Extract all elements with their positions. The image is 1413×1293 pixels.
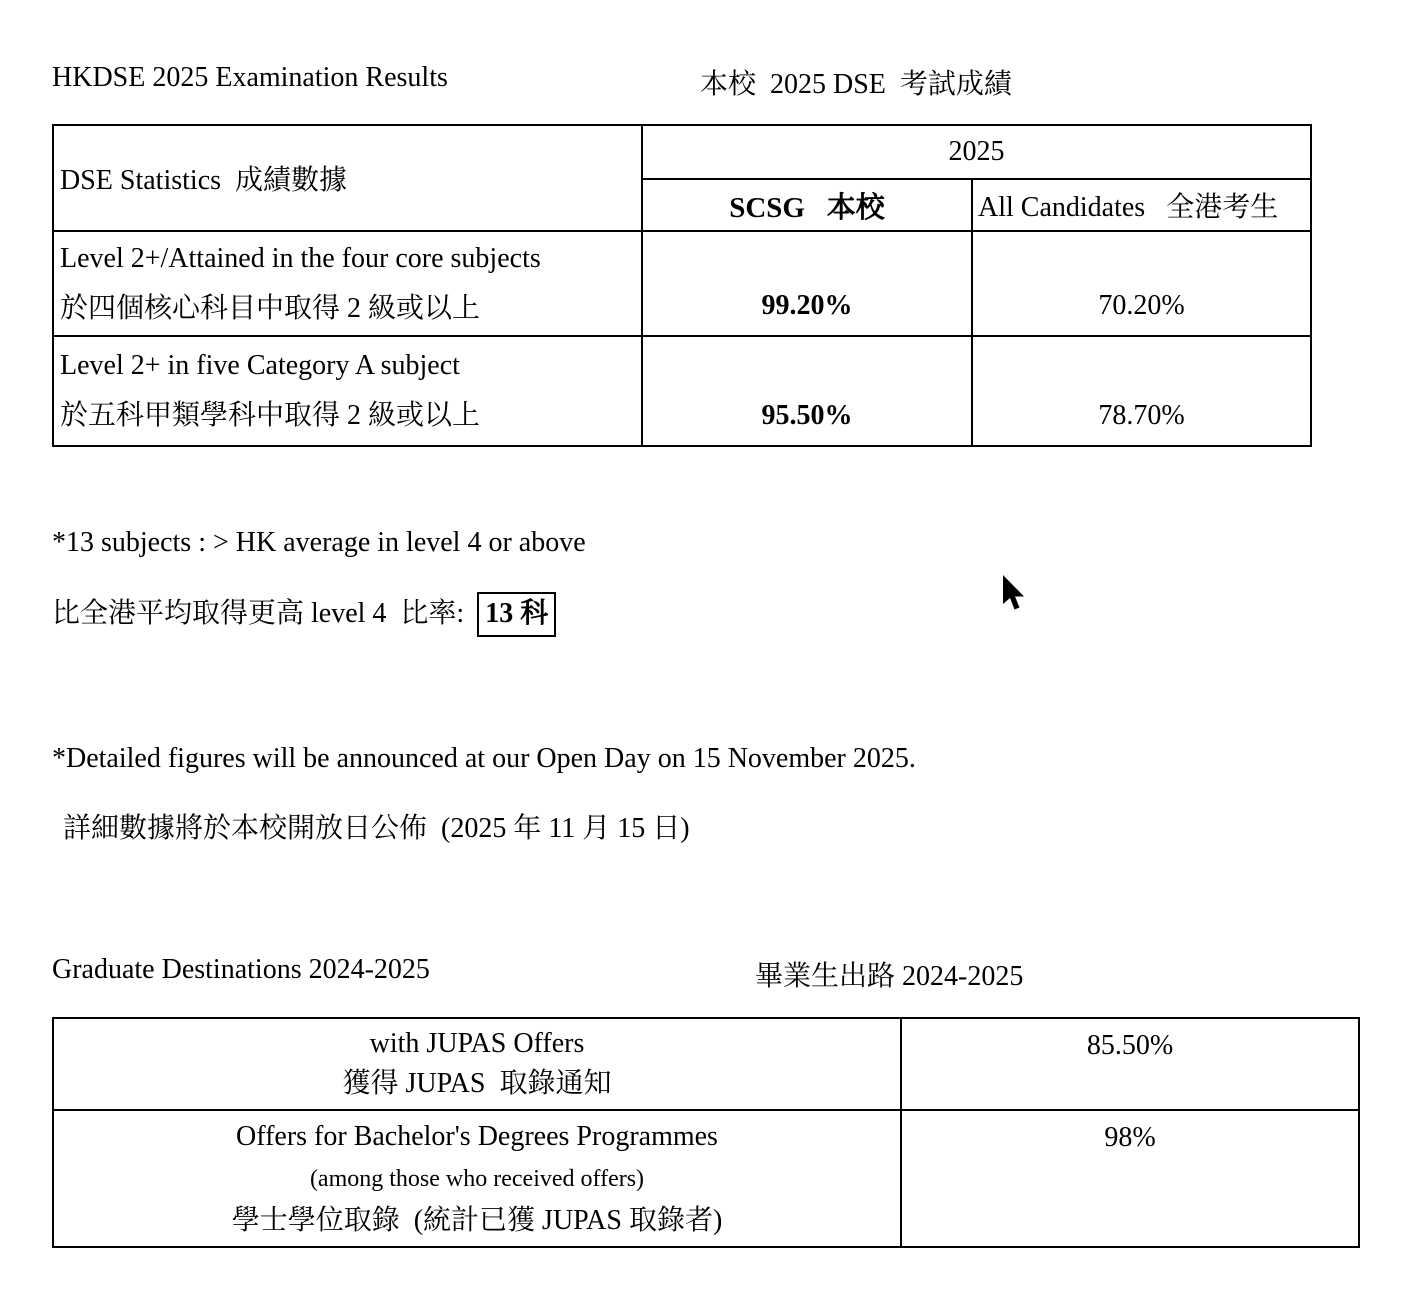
dse-row2-school-value: 95.50% — [642, 336, 972, 446]
table-row — [53, 336, 1311, 446]
destinations-title-en: Graduate Destinations 2024-2025 — [52, 954, 430, 985]
arrow-cursor-icon — [1001, 574, 1027, 614]
dest-row2-label-cell — [53, 1110, 901, 1247]
dest-row2-label-en: Offers for Bachelor's Degrees Programmes — [236, 1120, 718, 1152]
note-13-subjects-zh-text: 比全港平均取得更高 level 4 比率: — [52, 598, 472, 629]
dest-row2-label-zh: 學士學位取錄 (統計已獲 JUPAS 取錄者) — [231, 1204, 723, 1236]
page-title-zh: 本校 2025 DSE 考試成績 — [700, 69, 1012, 100]
table-row — [53, 1018, 1359, 1110]
dest-row1-label-zh: 獲得 JUPAS 取錄通知 — [342, 1068, 612, 1099]
dse-school-column-header: SCSG 本校 — [642, 179, 972, 231]
dse-statistics-table — [52, 124, 1312, 447]
dse-row1-school-value: 99.20% — [642, 231, 972, 336]
page-title-en: HKDSE 2025 Examination Results — [52, 62, 448, 93]
dest-row2-label-note: (among those who received offers) — [309, 1165, 645, 1192]
dse-header-row-1 — [53, 125, 1311, 179]
destinations-title-zh: 畢業生出路 2024-2025 — [755, 961, 1024, 992]
table-row — [53, 1110, 1359, 1247]
dest-row1-label-cell — [53, 1018, 901, 1110]
dse-row2-label-en: Level 2+ in five Category A subject — [60, 350, 460, 381]
dse-row1-label-zh: 於四個核心科目中取得 2 級或以上 — [60, 292, 481, 324]
dest-row1-label-en: with JUPAS Offers — [369, 1028, 585, 1059]
dse-row2-label-cell — [53, 336, 642, 446]
table-row — [53, 231, 1311, 336]
note-13-subjects-zh — [52, 592, 556, 637]
dse-row1-all-value: 70.20% — [972, 231, 1311, 336]
dse-row2-label-zh: 於五科甲類學科中取得 2 級或以上 — [60, 400, 481, 431]
dse-row1-label-cell — [53, 231, 642, 336]
dse-table-title-cell: DSE Statistics 成績數據 — [53, 125, 642, 231]
dse-all-candidates-column-header: All Candidates 全港考生 — [972, 179, 1311, 231]
note-open-day-en: *Detailed figures will be announced at our Open Day on 15 November 2025. — [52, 743, 916, 774]
note-13-subjects-en: *13 subjects : > HK average in level 4 or above — [52, 527, 586, 558]
graduate-destinations-table — [52, 1017, 1360, 1248]
dest-row1-value: 85.50% — [901, 1018, 1359, 1110]
dest-row2-value: 98% — [901, 1110, 1359, 1247]
note-open-day-zh: 詳細數據將於本校開放日公佈 (2025 年 11 月 15 日) — [63, 813, 690, 844]
dse-year-header-cell: 2025 — [642, 125, 1311, 179]
dse-row1-label-en: Level 2+/Attained in the four core subjects — [60, 242, 541, 274]
dse-row2-all-value: 78.70% — [972, 336, 1311, 446]
subjects-count-badge: 13 科 — [477, 592, 556, 637]
